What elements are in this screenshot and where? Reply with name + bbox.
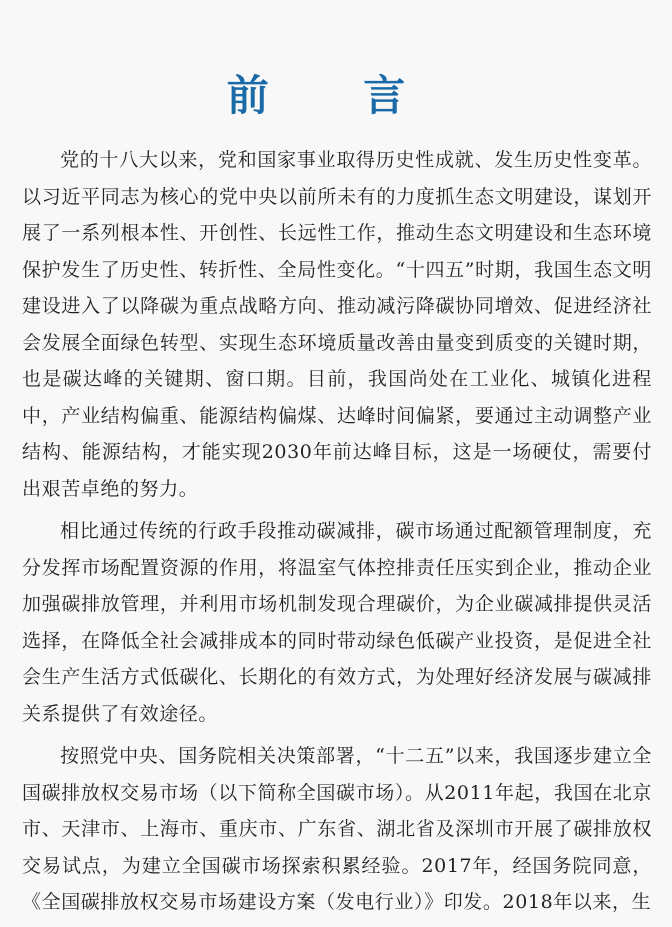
page-title: 前 言 — [226, 71, 446, 120]
paragraph-3: 按照党中央、国务院相关决策部署，“十二五”以来，我国逐步建立全国碳排放权交易市场（以下简称全国碳市场）。从2011年起，我国在北京市、天津市、上海市、重庆市、广东省、湖北省及深圳市开展了碳排放权交易试点，为建立全国碳市场探索积累经验。2017年，经国务院同意，《全国碳排放权交易市场建设方案（发电行业）》印发。2018年以来，生 — [22, 745, 652, 913]
document-body — [22, 142, 652, 927]
paragraph-1: 党的十八大以来，党和国家事业取得历史性成就、发生历史性变革。以习近平同志为核心的党中央以前所未有的力度抓生态文明建设，谋划开展了一系列根本性、开创性、长远性工作，推动生态文明建设和生态环境保护发生了历史性、转折性、全局性变化。“十四五”时期，我国生态文明建设进入了以降碳为重点战略方向、推动减污降碳协同增效、促进经济社会发展全面绿色转型、实现生态环境质量改善由量变到质变的关键时期，也是碳达峰的关键期、窗口期。目前，我国尚处在工业化、城镇化进程中，产业结构偏重、能源结构偏煤、达峰时间偏紧，要通过主动调整产业结构、能源结构，才能实现2030年前达峰目标，这是一场硬仗，需要付出艰苦卓绝的努力。 — [22, 149, 652, 500]
paragraph-2: 相比通过传统的行政手段推动碳减排，碳市场通过配额管理制度，充分发挥市场配置资源的作用，将温室气体控排责任压实到企业，推动企业加强碳排放管理，并利用市场机制发现合理碳价，为企业碳减排提供灵活选择，在降低全社会减排成本的同时带动绿色低碳产业投资，是促进全社会生产生活方式低碳化、长期化的有效方式，为处理好经济发展与碳减排关系提供了有效途径。 — [22, 520, 652, 725]
